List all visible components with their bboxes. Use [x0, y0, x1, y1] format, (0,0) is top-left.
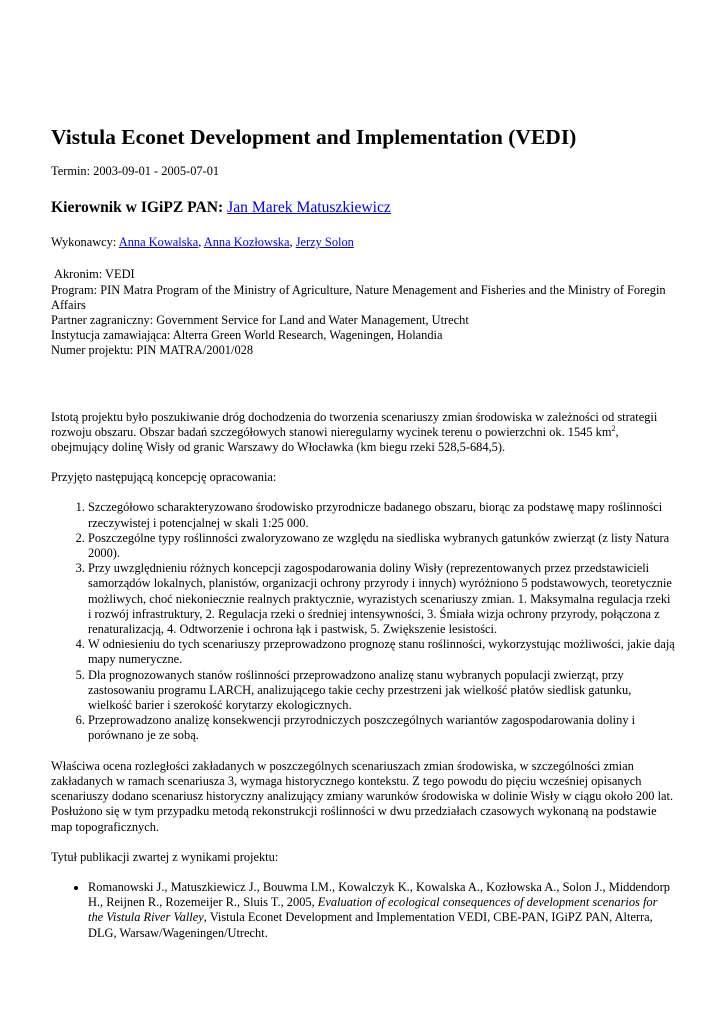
- publication-authors: Romanowski J., Matuszkiewicz J., Bouwma I.M., Kowalczyk K., Kowalska A., Kozłowska A., Solon J., Middendorp H., Reijnen R., Rozemeijer R., Sluis T., 2005,: [88, 879, 670, 910]
- publication-rest: , Vistula Econet Development and Implementation VEDI, CBE-PAN, IGiPZ PAN, Alterra, DLG, Warsaw/Wageningen/Utrecht.: [88, 910, 653, 940]
- list-item: 4. W odniesieniu do tych scenariuszy przeprowadzono prognozę stanu roślinności, wykorzystując możliwości, jakie dają mapy numeryczne.: [88, 637, 675, 667]
- intro-text-part2: , obejmujący dolinę Wisły od granic Warszawy do Włocławka (km biegu rzeki 528,5-684,5).: [51, 424, 619, 455]
- program-line: Program: PIN Matra Program of the Ministry of Agriculture, Nature Menagement and Fisheries and the Ministry of Foregin Affairs: [51, 282, 666, 312]
- list-item: 3. Przy uwzględnieniu różnych koncepcji zagospodarowania doliny Wisły (reprezentowanych przez przedstawicieli samorządów lokalnych, planistów, organizacji ochrony przyrody i innych) wyróżniono 5 podstawowych, teoretycznie możliwych, choć niekoniecznie realnych praktycznie, wyrazistych scenariuszy zmian. 1. Maksymalna regulacja rzeki i rozwój infrastruktury, 2. Regulacja rzeki o średniej intensywności, 3. Śmiała wizja ochrony przyrody, połączona z renaturalizacją, 4. Odtworzenie i ochrona łąk i pastwisk, 5. Zwiększenie lesistości.: [88, 561, 675, 637]
- intro-text-part1: Istotą projektu było poszukiwanie dróg dochodzenia do tworzenia scenariuszy zmian środowiska w zależności od strategii rozwoju obszaru. Obszar badań szczegółowych stanowi nieregularny wycinek terenu o powierzchni ok. 1545 km: [51, 409, 658, 439]
- page-title: Vistula Econet Development and Implementation (VEDI): [51, 125, 577, 149]
- publication-item: [88, 880, 675, 941]
- foreign-partner-line: Partner zagraniczny: Government Service for Land and Water Management, Utrecht: [51, 313, 469, 328]
- concept-intro: Przyjęto następującą koncepcję opracowania:: [51, 470, 277, 485]
- project-leader-label: Kierownik w IGiPZ PAN:: [51, 199, 224, 217]
- list-item: 2. Poszczególne typy roślinności zwaloryzowano ze względu na siedliska wybranych gatunków zwierząt (z listy Natura 2000).: [88, 531, 675, 561]
- publication-italic-title: Evaluation of ecological consequences of development scenarios for the Vistula River Valley: [88, 895, 658, 925]
- contractor-separator: ,: [198, 235, 202, 250]
- project-leader-link[interactable]: Jan Marek Matuszkiewicz: [227, 199, 391, 217]
- project-term: Termin: 2003-09-01 - 2005-07-01: [51, 164, 220, 178]
- project-number-line: Numer projektu: PIN MATRA/2001/028: [51, 343, 254, 358]
- contractor-link-solon[interactable]: Jerzy Solon: [295, 235, 354, 250]
- publication-title-label: Tytuł publikacji zwartej z wynikami projektu:: [51, 849, 279, 864]
- list-item: 6. Przeprowadzono analizę konsekwencji przyrodniczych poszczególnych wariantów zagospodarowania doliny i porównano je ze sobą.: [88, 713, 675, 743]
- ordering-institution-line: Instytucja zamawiająca: Alterra Green World Research, Wageningen, Holandia: [51, 328, 443, 343]
- contractor-separator: ,: [289, 235, 293, 250]
- contractor-link-kowalska[interactable]: Anna Kowalska: [118, 235, 199, 250]
- project-leader-heading: [51, 198, 675, 217]
- list-item: 5. Dla prognozowanych stanów roślinności przeprowadzono analizę stanu wybranych populacji zwierząt, przy zastosowaniu programu LARCH, analizującego takie cechy przestrzeni jak wielkość płatów siedlisk gatunku, wielkość barier i szerokość korytarzy ekologicznych.: [88, 668, 675, 714]
- project-metadata: [51, 267, 675, 358]
- publication-list: [51, 880, 675, 941]
- acronym-line: Akronim: VEDI: [54, 267, 135, 282]
- concept-list: [51, 500, 675, 743]
- contractors-line: [51, 235, 675, 250]
- contractors-label: Wykonawcy:: [51, 235, 117, 250]
- assessment-paragraph: Właściwa ocena rozległości zakładanych w poszczególnych scenariuszach zmian środowiska, w szczególności zmian zakładanych w ramach scenariusza 3, wymaga historycznego kontekstu. Z tego powodu do pięciu wcześniej opisanych scenariuszy dodano scenariusz historyczny analizujący zmiany warunków środowiska w dolinie Wisły w ciągu około 200 lat. Posłużono się w tym przypadku metodą rekonstrukcji roślinności w dwu przedziałach czasowych wykonaną na podstawie map topograficznych.: [51, 758, 674, 834]
- intro-paragraph: [51, 410, 675, 456]
- intro-superscript: 2: [611, 423, 616, 433]
- list-item: 1. Szczegółowo scharakteryzowano środowisko przyrodnicze badanego obszaru, biorąc za podstawę mapy roślinności rzeczywistej i potencjalnej w skali 1:25 000.: [88, 500, 675, 530]
- contractor-link-kozlowska[interactable]: Anna Kozłowska: [203, 235, 290, 250]
